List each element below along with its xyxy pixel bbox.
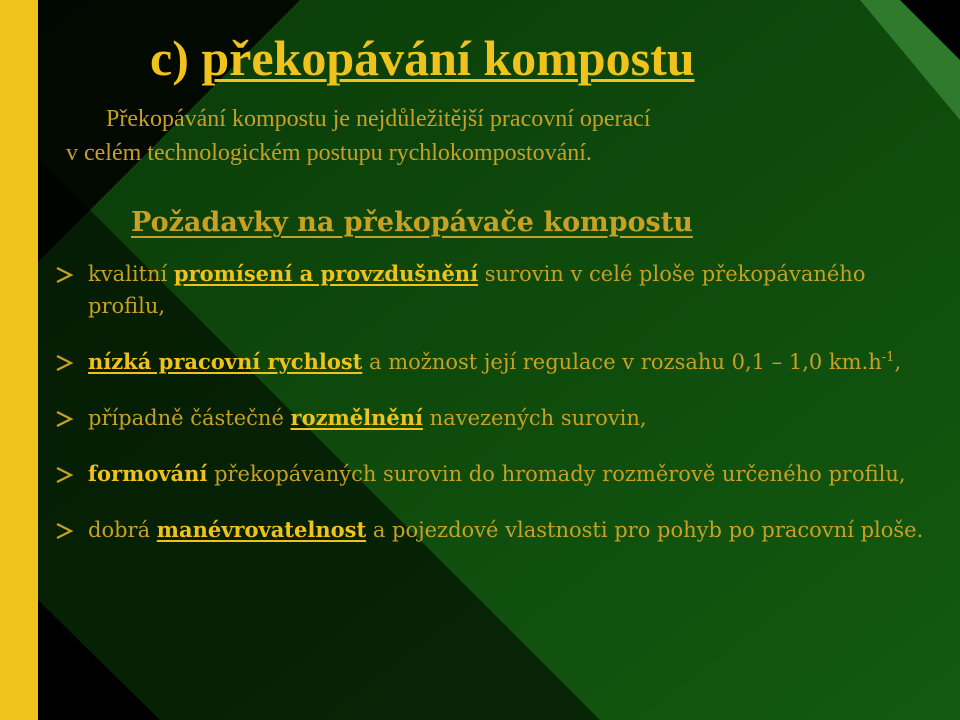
arrow-bullet-icon xyxy=(54,354,74,372)
list-item: kvalitní promísení a provzdušnění surovin v celé ploše překopávaného profilu, xyxy=(54,258,934,322)
section-subheading: Požadavky na překopávače kompostu xyxy=(131,207,693,238)
intro-line-2: v celém technologickém postupu rychlokompostování. xyxy=(66,140,592,166)
yellow-side-bar xyxy=(0,0,38,720)
intro-paragraph xyxy=(66,102,886,170)
intro-line-1: Překopávání kompostu je nejdůležitější pracovní operací xyxy=(106,106,651,132)
arrow-bullet-icon xyxy=(54,266,74,284)
list-item: dobrá manévrovatelnost a pojezdové vlastnosti pro pohyb po pracovní ploše. xyxy=(54,514,934,546)
requirements-list xyxy=(54,258,934,570)
arrow-bullet-icon xyxy=(54,522,74,540)
list-item: případně částečné rozmělnění navezených surovin, xyxy=(54,402,934,434)
arrow-bullet-icon xyxy=(54,466,74,484)
list-item: nízká pracovní rychlost a možnost její regulace v rozsahu 0,1 – 1,0 $km.h^{-1}$, xyxy=(54,346,934,378)
arrow-bullet-icon xyxy=(54,410,74,428)
list-item: formování překopávaných surovin do hromady rozměrově určeného profilu, xyxy=(54,458,934,490)
page-title: c) překopávání kompostu xyxy=(150,30,695,86)
